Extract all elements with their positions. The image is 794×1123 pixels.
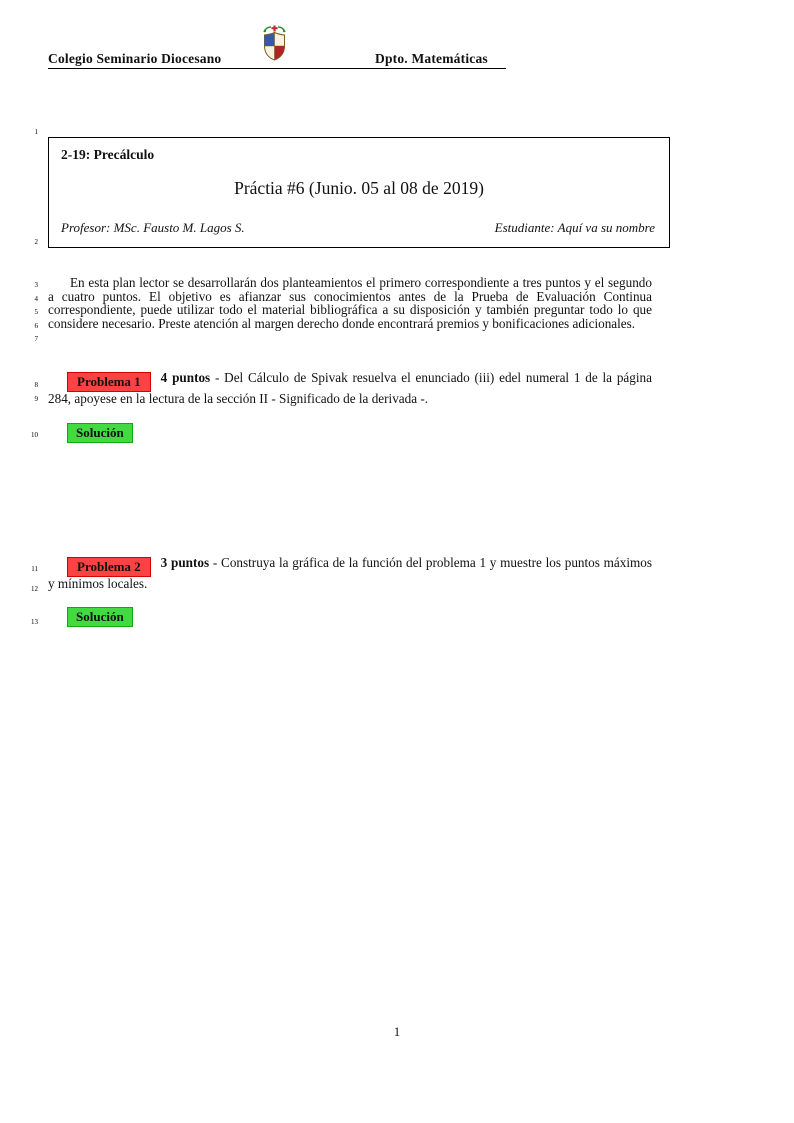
header-department: Dpto. Matemáticas (375, 51, 488, 66)
course-label: 2-19: Precálculo (61, 147, 155, 162)
header-rule (48, 68, 506, 69)
margin-line-number: 2 (34, 238, 38, 246)
margin-line-number: 6 (34, 322, 38, 330)
margin-line-number: 11 (31, 565, 38, 573)
solution-2-badge: Solución (67, 607, 133, 627)
margin-line-number: 5 (34, 308, 38, 316)
problem-1-points: 4 puntos (160, 370, 211, 385)
margin-line-number: 8 (34, 381, 38, 389)
problem-2-points: 3 puntos (160, 555, 210, 570)
problem-1-text: - Del Cálculo de Spivak resuelva el enunciado (iii) edel numeral 1 de la página 284, apoyese en la lectura de la sección II - Significado de la derivada -. (48, 370, 652, 406)
worksheet-title: Práctia #6 (Junio. 05 al 08 de 2019) (234, 178, 484, 198)
school-crest-icon (261, 25, 288, 65)
problem-2-text: - Construya la gráfica de la función del problema 1 y muestre los puntos máximos y mínimos locales. (48, 555, 652, 591)
student-name-placeholder: Estudiante: Aquí va su nombre (494, 220, 655, 235)
header-school-name: Colegio Seminario Diocesano (48, 51, 222, 66)
margin-line-number: 3 (34, 281, 38, 289)
margin-line-number: 9 (34, 395, 38, 403)
problem-1-badge: Problema 1 (67, 372, 151, 392)
margin-line-number: 4 (34, 295, 38, 303)
title-box (48, 137, 670, 248)
professor-name: Profesor: MSc. Fausto M. Lagos S. (61, 220, 245, 235)
page-number: 1 (393, 1024, 401, 1039)
problem-1-block (48, 371, 652, 407)
margin-line-number: 10 (31, 431, 38, 439)
solution-1-badge: Solución (67, 423, 133, 443)
margin-line-number: 13 (31, 618, 38, 626)
margin-line-number: 7 (34, 335, 38, 343)
margin-line-number: 12 (31, 585, 38, 593)
problem-2-block (48, 556, 652, 592)
margin-line-number: 1 (34, 128, 38, 136)
problem-2-badge: Problema 2 (67, 557, 151, 577)
intro-paragraph: En esta plan lector se desarrollarán dos planteamientos el primero correspondiente a tres puntos y el segundo a cuatro puntos. El objetivo es afianzar sus conocimientos antes de la Prueba de Evaluación Continua correspondiente, puede utilizar todo el material bibliográfica a su disposición y también preguntar todo lo que considere necesario. Preste atención al margen derecho donde encontrará premios y bonificaciones adicionales. (48, 275, 652, 332)
